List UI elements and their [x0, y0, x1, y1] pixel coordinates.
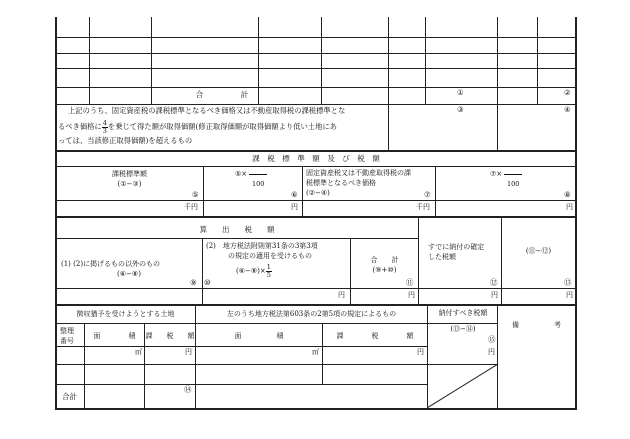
row-line — [55, 238, 418, 239]
col-line — [388, 17, 389, 150]
kazei-c3-no: ⑦ — [424, 190, 431, 199]
kazei-c1-line2: (①−③) — [117, 180, 142, 188]
kazei-c2-formula: ⑤× — [235, 170, 267, 178]
kazei2-header: 課 税 額 — [336, 332, 414, 340]
bottom-header-1: 徴収猶予を受けようとする土地 — [76, 310, 175, 318]
frame-bottom — [55, 408, 577, 410]
col-line — [497, 17, 498, 150]
unit-m2-a: ㎡ — [135, 348, 142, 356]
sanshutsu-c4-line1: すでに納付の確定 — [428, 243, 485, 251]
note-line-3: っては、当該修正取得価額)を超えるもの — [58, 136, 193, 145]
kazei-c3-line2: 税標準となるべき価格 — [306, 179, 376, 187]
row-line — [55, 200, 576, 201]
circle-num-4: ④ — [564, 105, 571, 114]
sanshutsu-c1-line2: (⑥−⑧) — [117, 270, 141, 278]
col-line — [203, 166, 204, 216]
sanshutsu-c2-no-left: ⑩ — [204, 278, 211, 287]
note-line-1: 上記のうち、固定資産税の課税標準となるべき価格又は不動産取得税の課税標準とな — [68, 106, 346, 115]
note-fraction: $\frac{4}{3}$ — [102, 119, 107, 135]
kazei-header-bottom: 課 税 額 — [145, 332, 195, 340]
bottom-header-3: 納付すべき税額 — [438, 309, 488, 317]
row-line-thick — [55, 150, 576, 152]
col-line — [202, 238, 203, 304]
col-line — [302, 166, 303, 216]
kazei-c4-no: ⑧ — [564, 190, 571, 199]
unit-m2-b: ㎡ — [312, 348, 319, 356]
kazei-c3-unit: 千円 — [416, 203, 430, 211]
kazei-c3-line3: (②−④) — [306, 189, 330, 197]
kazei-c1-unit: 千円 — [184, 203, 198, 211]
seiri-label-2: 番号 — [60, 337, 74, 345]
col-line — [418, 216, 419, 304]
sanshutsu-c3-unit: 円 — [408, 291, 415, 299]
frame-right — [575, 17, 577, 409]
sanshutsu-c2-line3: (⑥−⑧)× $\frac{1}{5}$ — [236, 263, 271, 279]
sanshutsu-c3-no: ⑪ — [406, 278, 414, 287]
diagonal-line — [427, 364, 498, 408]
sanshutsu-c3-line2: (⑨+⑩) — [372, 266, 397, 274]
col-line — [435, 166, 436, 216]
top-total-label: 合 計 — [195, 90, 249, 99]
sanshutsu-c5-no: ⑬ — [564, 278, 572, 287]
bottom-total-no: ⑭ — [184, 385, 192, 394]
circle-num-2: ② — [564, 88, 571, 97]
kazei-c3-line1: 固定資産税又は不動産取得税の課 — [306, 169, 411, 177]
row-line-thick — [55, 216, 576, 218]
unit-yen-b: 円 — [417, 348, 424, 356]
kazei-c2-den: 100 — [252, 180, 265, 188]
kazei-c4-unit: 円 — [566, 203, 573, 211]
sanshutsu-c1-line1: (1) (2)に掲げるもの以外のもの — [61, 260, 161, 268]
sanshutsu-c1-no: ⑨ — [190, 278, 197, 287]
menseki-header: 面 積 — [93, 332, 136, 340]
bottom-header-2: 左のうち地方税法第603条の2第5項の規定によるもの — [226, 310, 397, 318]
sanshutsu-c4-line2: した税額 — [428, 253, 456, 261]
col-line — [195, 304, 196, 408]
row-line — [55, 166, 576, 167]
unit-yen-a: 円 — [185, 348, 192, 356]
row-line — [55, 323, 498, 324]
seiri-label-1: 整理 — [60, 327, 74, 335]
kazei-c4-formula: ⑦× — [490, 170, 522, 178]
row-line — [55, 384, 428, 385]
kazei-header: 課 税 標 準 額 及 び 税 額 — [252, 154, 380, 163]
sanshutsu-c5-unit: 円 — [566, 291, 573, 299]
kazei-c4-den: 100 — [507, 180, 520, 188]
sanshutsu-header: 算 出 税 額 — [199, 225, 275, 234]
note-line-2 — [58, 120, 337, 134]
sanshutsu-c2-line2: の規定の適用を受けるもの — [228, 252, 312, 260]
sanshutsu-c5-line1: (⑪−⑫) — [525, 247, 552, 255]
unit-yen-c: 円 — [488, 348, 495, 356]
kazei-c2-unit: 円 — [291, 203, 298, 211]
row-line — [55, 346, 428, 347]
kazei-c1-no: ⑤ — [192, 190, 199, 199]
col-line — [425, 17, 426, 104]
sanshutsu-c2-fraction: $\frac{1}{5}$ — [266, 263, 271, 279]
sanshutsu-c4-unit: 円 — [491, 291, 498, 299]
kazei-c2-no: ⑥ — [291, 190, 298, 199]
menseki2-header: 面 積 — [234, 332, 284, 340]
col-line — [537, 17, 538, 104]
bottom-total-label: 合計 — [62, 392, 77, 401]
col-line — [501, 216, 502, 304]
note-line-2b: を乗じて得た額が取得価額(修正取得価額が取得価額より低い土地にあ — [107, 122, 337, 131]
sanshutsu-c2-line1: (2) 地方税法附則第31条の3第3項 — [206, 242, 318, 250]
kazei-c1-line1: 課税標準額 — [112, 170, 147, 178]
bottom-header-3-no: ⑮ — [488, 335, 496, 344]
bottom-header-4: 備 考 — [512, 321, 561, 329]
frame-left — [55, 17, 57, 409]
bottom-header-3-sub: (⑬−⑭) — [450, 325, 476, 333]
note-line-2a: るべき価格に — [58, 122, 102, 131]
row-line — [55, 288, 576, 289]
circle-num-3: ③ — [457, 105, 464, 114]
circle-num-1: ① — [457, 88, 464, 97]
sanshutsu-c4-no: ⑫ — [490, 278, 498, 287]
sanshutsu-c2-unit: 円 — [338, 291, 345, 299]
sanshutsu-c3-line1: 合 計 — [370, 256, 399, 264]
